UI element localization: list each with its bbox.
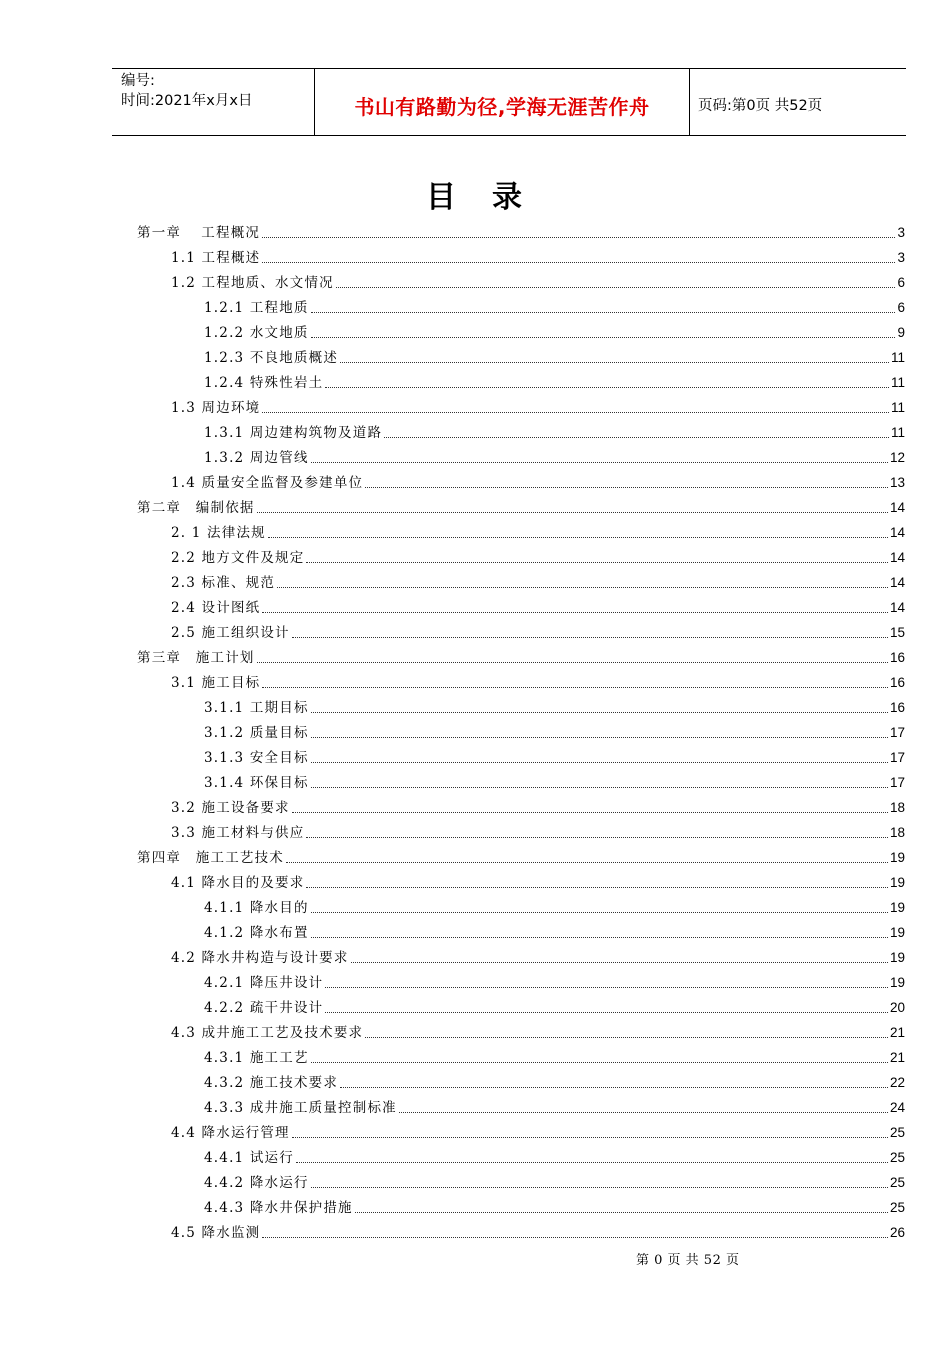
time-label: 时间:2021年x月x日 xyxy=(121,93,253,109)
header-page-info: 页码:第0页 共52页 xyxy=(698,98,823,114)
toc-leader-dots xyxy=(311,912,888,913)
toc-entry-page: 18 xyxy=(889,825,905,840)
toc-entry-label: 第三章 施工计划 xyxy=(137,650,255,666)
toc-entry-page: 11 xyxy=(890,400,905,415)
toc-entry-page: 11 xyxy=(890,425,905,440)
toc-entry[interactable] xyxy=(171,817,905,842)
toc-entry[interactable] xyxy=(171,1217,905,1242)
toc-entry[interactable] xyxy=(204,717,905,742)
toc-entry-label: 4.3.1 施工工艺 xyxy=(204,1050,309,1066)
header-meta xyxy=(121,71,311,111)
toc-entry[interactable] xyxy=(171,667,905,692)
toc-leader-dots xyxy=(399,1112,888,1113)
toc-entry-label: 3.1 施工目标 xyxy=(171,675,261,691)
toc-entry-label: 3.3 施工材料与供应 xyxy=(171,825,305,841)
toc-entry[interactable] xyxy=(171,517,905,542)
toc-entry[interactable] xyxy=(204,967,905,992)
toc-entry-page: 6 xyxy=(897,275,905,290)
toc-leader-dots xyxy=(262,612,888,613)
toc-leader-dots xyxy=(325,987,888,988)
toc-entry-page: 20 xyxy=(889,1000,905,1015)
toc-entry[interactable] xyxy=(204,1092,905,1117)
toc-entry-label: 1.4 质量安全监督及参建单位 xyxy=(171,475,364,491)
toc-entry-label: 4.4.1 试运行 xyxy=(204,1150,294,1166)
toc-entry-label: 4.4 降水运行管理 xyxy=(171,1125,290,1141)
toc-leader-dots xyxy=(311,312,896,313)
toc-entry-page: 13 xyxy=(889,475,905,490)
toc-leader-dots xyxy=(340,362,889,363)
toc-entry-page: 14 xyxy=(889,550,905,565)
toc-entry-label: 3.1.2 质量目标 xyxy=(204,725,309,741)
toc-entry-label: 1.2.2 水文地质 xyxy=(204,325,309,341)
toc-leader-dots xyxy=(292,637,888,638)
toc-entry-label: 4.2 降水井构造与设计要求 xyxy=(171,950,349,966)
toc-entry[interactable] xyxy=(171,392,905,417)
toc-entry-label: 4.1.2 降水布置 xyxy=(204,925,309,941)
toc-leader-dots xyxy=(277,587,888,588)
header-motto: 书山有路勤为径,学海无涯苦作舟 xyxy=(354,95,650,119)
toc-leader-dots xyxy=(365,1037,888,1038)
toc-entry[interactable] xyxy=(171,267,905,292)
toc-entry[interactable] xyxy=(171,617,905,642)
toc-leader-dots xyxy=(311,937,888,938)
toc-entry[interactable] xyxy=(204,292,905,317)
toc-entry[interactable] xyxy=(204,892,905,917)
toc-entry-page: 17 xyxy=(889,775,905,790)
toc-entry[interactable] xyxy=(171,1017,905,1042)
toc-entry[interactable] xyxy=(204,442,905,467)
toc-leader-dots xyxy=(355,1212,888,1213)
toc-entry-label: 2. 1 法律法规 xyxy=(171,525,266,541)
toc-entry[interactable] xyxy=(171,592,905,617)
toc-entry-page: 19 xyxy=(889,950,905,965)
toc-leader-dots xyxy=(336,287,896,288)
toc-entry-label: 3.1.1 工期目标 xyxy=(204,700,309,716)
toc-entry-page: 24 xyxy=(889,1100,905,1115)
toc-entry-page: 14 xyxy=(889,600,905,615)
toc-entry-page: 9 xyxy=(897,325,905,340)
toc-entry[interactable] xyxy=(171,542,905,567)
toc-entry-label: 4.4.2 降水运行 xyxy=(204,1175,309,1191)
toc-entry-label: 3.1.4 环保目标 xyxy=(204,775,309,791)
toc-entry-label: 4.4.3 降水井保护措施 xyxy=(204,1200,353,1216)
toc-leader-dots xyxy=(286,862,888,863)
toc-entry-page: 19 xyxy=(889,900,905,915)
toc-entry-page: 11 xyxy=(890,350,905,365)
toc-leader-dots xyxy=(311,712,888,713)
toc-leader-dots xyxy=(306,837,888,838)
toc-leader-dots xyxy=(311,737,888,738)
title-part: 目 xyxy=(426,180,458,215)
toc-entry-page: 3 xyxy=(897,250,905,265)
toc-entry-label: 1.2.3 不良地质概述 xyxy=(204,350,339,366)
toc-leader-dots xyxy=(292,812,888,813)
toc-entry-page: 14 xyxy=(889,500,905,515)
toc-entry[interactable] xyxy=(171,567,905,592)
toc-entry[interactable] xyxy=(137,217,905,242)
toc-entry[interactable] xyxy=(204,1192,905,1217)
toc-entry-page: 19 xyxy=(889,925,905,940)
toc-leader-dots xyxy=(262,412,889,413)
toc-entry-label: 2.2 地方文件及规定 xyxy=(171,550,305,566)
toc-entry-page: 21 xyxy=(889,1050,905,1065)
toc-leader-dots xyxy=(351,962,888,963)
toc-entry-label: 4.2.2 疏干井设计 xyxy=(204,1000,324,1016)
toc-entry[interactable] xyxy=(204,1167,905,1192)
toc-entry-page: 25 xyxy=(889,1175,905,1190)
toc-entry-page: 16 xyxy=(889,700,905,715)
toc-entry-page: 16 xyxy=(889,650,905,665)
toc-entry-label: 3.2 施工设备要求 xyxy=(171,800,290,816)
header-divider xyxy=(689,69,690,136)
toc-entry[interactable] xyxy=(137,642,905,667)
toc-entry[interactable] xyxy=(171,792,905,817)
toc-entry-label: 1.3 周边环境 xyxy=(171,400,261,416)
toc-entry-label: 4.1.1 降水目的 xyxy=(204,900,309,916)
toc-entry-page: 14 xyxy=(889,525,905,540)
toc-leader-dots xyxy=(306,562,888,563)
toc-entry-page: 19 xyxy=(889,850,905,865)
toc-entry-label: 1.2.4 特殊性岩土 xyxy=(204,375,324,391)
toc-leader-dots xyxy=(262,262,895,263)
serial-label: 编号: xyxy=(121,73,155,89)
toc-leader-dots xyxy=(257,662,888,663)
page-header xyxy=(112,68,906,136)
toc-leader-dots xyxy=(311,462,888,463)
toc-leader-dots xyxy=(311,787,888,788)
toc-entry-page: 22 xyxy=(889,1075,905,1090)
page-footer: 第 0 页 共 52 页 xyxy=(636,1253,740,1268)
toc-entry-page: 18 xyxy=(889,800,905,815)
toc-leader-dots xyxy=(262,687,888,688)
toc-entry[interactable] xyxy=(204,1042,905,1067)
toc-entry-label: 4.2.1 降压井设计 xyxy=(204,975,324,991)
toc-leader-dots xyxy=(311,762,888,763)
toc-entry[interactable] xyxy=(137,492,905,517)
toc-leader-dots xyxy=(311,1062,888,1063)
toc-entry-page: 14 xyxy=(889,575,905,590)
toc-entry[interactable] xyxy=(204,767,905,792)
toc-leader-dots xyxy=(292,1137,888,1138)
toc-entry-page: 17 xyxy=(889,725,905,740)
toc-entry-page: 17 xyxy=(889,750,905,765)
toc-entry[interactable] xyxy=(171,867,905,892)
toc-entry[interactable] xyxy=(171,1117,905,1142)
toc-leader-dots xyxy=(257,512,888,513)
page-title xyxy=(0,172,950,216)
toc-entry[interactable] xyxy=(171,942,905,967)
toc-leader-dots xyxy=(262,237,895,238)
toc-entry-page: 11 xyxy=(890,375,905,390)
toc-entry-label: 2.3 标准、规范 xyxy=(171,575,276,591)
toc-leader-dots xyxy=(311,337,896,338)
toc-entry-page: 25 xyxy=(889,1150,905,1165)
toc-entry-page: 16 xyxy=(889,675,905,690)
toc-entry[interactable] xyxy=(204,1067,905,1092)
toc-entry-page: 21 xyxy=(889,1025,905,1040)
toc-entry[interactable] xyxy=(204,367,905,392)
toc-entry-label: 1.1 工程概述 xyxy=(171,250,261,266)
toc-entry-label: 4.3 成井施工工艺及技术要求 xyxy=(171,1025,364,1041)
toc-entry-label: 4.3.3 成井施工质量控制标准 xyxy=(204,1100,397,1116)
title-part: 录 xyxy=(492,180,524,215)
toc-entry-page: 19 xyxy=(889,875,905,890)
toc-leader-dots xyxy=(306,887,888,888)
toc-entry-page: 19 xyxy=(889,975,905,990)
toc-entry-label: 1.3.2 周边管线 xyxy=(204,450,309,466)
toc-entry-label: 4.5 降水监测 xyxy=(171,1225,261,1241)
toc-entry[interactable] xyxy=(204,992,905,1017)
toc-leader-dots xyxy=(296,1162,888,1163)
toc-entry[interactable] xyxy=(204,1142,905,1167)
toc-entry[interactable] xyxy=(204,917,905,942)
toc-leader-dots xyxy=(340,1087,888,1088)
toc-leader-dots xyxy=(268,537,888,538)
toc-entry-label: 第四章 施工工艺技术 xyxy=(137,850,284,866)
toc-leader-dots xyxy=(311,1187,888,1188)
toc-entry[interactable] xyxy=(204,692,905,717)
toc-entry[interactable] xyxy=(204,317,905,342)
toc-entry[interactable] xyxy=(204,742,905,767)
toc-entry-page: 26 xyxy=(889,1225,905,1240)
toc-leader-dots xyxy=(384,437,889,438)
toc-entry-label: 第二章 编制依据 xyxy=(137,500,255,516)
toc-entry-label: 第一章 工程概况 xyxy=(137,225,261,241)
toc-entry-page: 25 xyxy=(889,1125,905,1140)
toc-entry-label: 1.3.1 周边建构筑物及道路 xyxy=(204,425,383,441)
toc-leader-dots xyxy=(325,1012,888,1013)
toc-entry-label: 3.1.3 安全目标 xyxy=(204,750,309,766)
toc-leader-dots xyxy=(262,1237,888,1238)
toc-entry-page: 12 xyxy=(889,450,905,465)
toc-entry-label: 4.3.2 施工技术要求 xyxy=(204,1075,339,1091)
toc-entry-label: 2.5 施工组织设计 xyxy=(171,625,290,641)
toc-entry[interactable] xyxy=(204,342,905,367)
toc-entry-page: 15 xyxy=(889,625,905,640)
toc-leader-dots xyxy=(325,387,889,388)
toc-entry-label: 1.2.1 工程地质 xyxy=(204,300,309,316)
toc-entry-label: 2.4 设计图纸 xyxy=(171,600,261,616)
toc-entry[interactable] xyxy=(171,242,905,267)
toc-entry-page: 25 xyxy=(889,1200,905,1215)
toc-leader-dots xyxy=(365,487,888,488)
toc-entry-label: 1.2 工程地质、水文情况 xyxy=(171,275,334,291)
toc-entry-label: 4.1 降水目的及要求 xyxy=(171,875,305,891)
toc-entry[interactable] xyxy=(137,842,905,867)
toc-entry[interactable] xyxy=(171,467,905,492)
toc-entry-page: 6 xyxy=(897,300,905,315)
toc-entry[interactable] xyxy=(204,417,905,442)
toc-entry-page: 3 xyxy=(897,225,905,240)
